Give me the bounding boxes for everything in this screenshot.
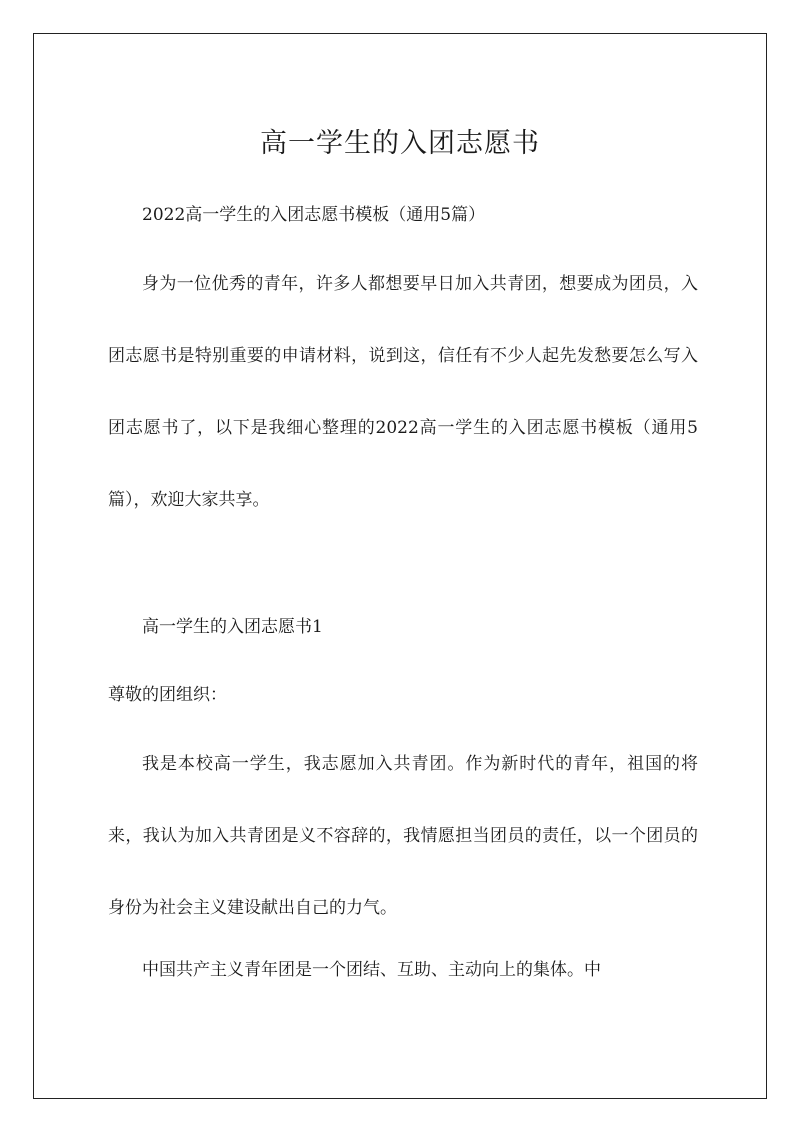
document-title: 高一学生的入团志愿书 bbox=[260, 128, 540, 159]
section-heading: 高一学生的入团志愿书1 bbox=[142, 617, 323, 637]
intro-paragraph: 身为一位优秀的青年，许多人都想要早日加入共青团，想要成为团员，入团志愿书是特别重要的申请材料，说到这，信任有不少人起先发愁要怎么写入团志愿书了，以下是我细心整理的2022高一学生的入团志愿书模板（通用5篇），欢迎大家共享。 bbox=[108, 274, 698, 510]
salutation: 尊敬的团组织： bbox=[108, 685, 227, 705]
document-subtitle: 2022高一学生的入团志愿书模板（通用5篇） bbox=[142, 205, 486, 225]
body-paragraph-2: 中国共产主义青年团是一个团结、互助、主动向上的集体。中 bbox=[142, 960, 601, 980]
body-paragraph-1: 我是本校高一学生，我志愿加入共青团。作为新时代的青年，祖国的将来，我认为加入共青团是义不容辞的，我情愿担当团员的责任，以一个团员的身份为社会主义建设献出自己的力气。 bbox=[108, 754, 698, 918]
